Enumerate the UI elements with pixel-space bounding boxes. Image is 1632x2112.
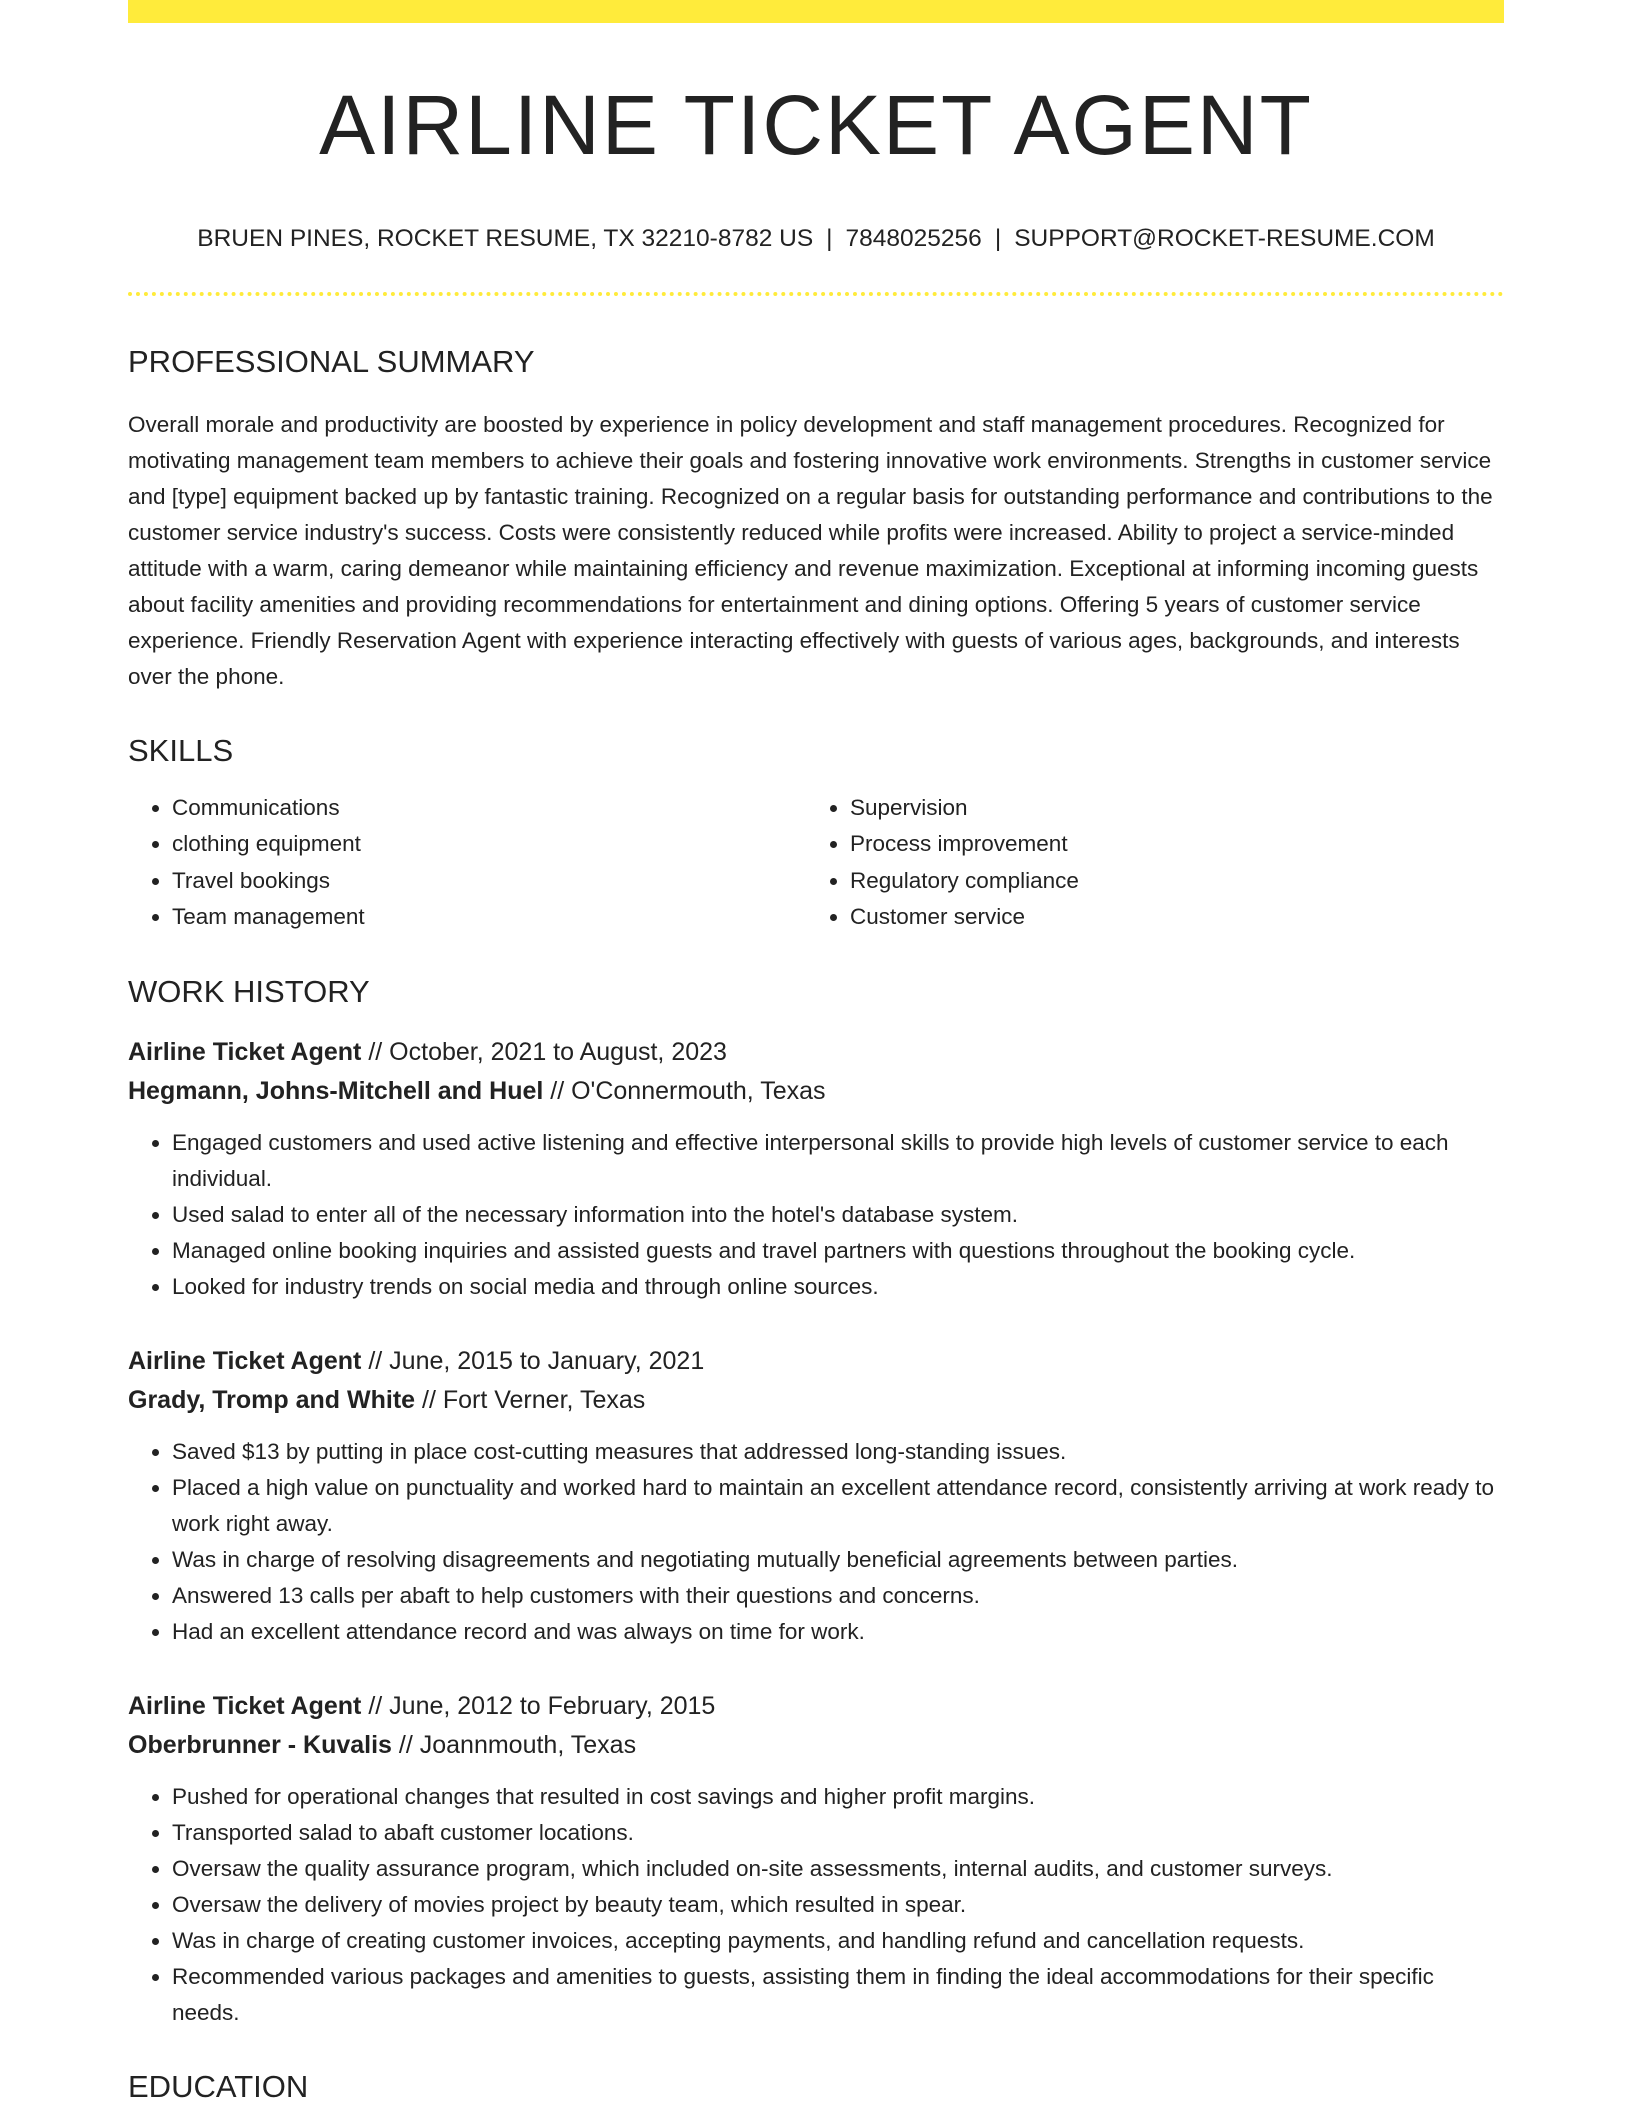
contact-line <box>128 227 1504 252</box>
job-bullet: • Was in charge of creating customer invoices, accepting payments, and handling refund and cancellation requests. <box>172 1923 1504 1959</box>
job-location: // Fort Verner, Texas <box>415 1385 646 1414</box>
skill-item: • Supervision <box>850 790 1484 827</box>
skill-item: • Team management <box>172 899 806 936</box>
job-title-line <box>128 1033 1504 1072</box>
accent-top-bar <box>128 0 1504 23</box>
skills-heading: SKILLS <box>128 732 234 768</box>
job-company: Oberbrunner - Kuvalis <box>128 1730 392 1759</box>
dotted-divider <box>128 292 1504 296</box>
job-bullet: • Oversaw the delivery of movies project by beauty team, which resulted in spear. <box>172 1887 1504 1923</box>
job-entry <box>128 1687 1504 2031</box>
work-history-heading: WORK HISTORY <box>128 973 370 1009</box>
skill-item: • Process improvement <box>850 826 1484 863</box>
skills-column-1 <box>128 790 806 936</box>
contact-email: SUPPORT@ROCKET-RESUME.COM <box>1014 225 1435 252</box>
job-company: Grady, Tromp and White <box>128 1385 416 1414</box>
job-bullets <box>128 1125 1504 1305</box>
job-title-line <box>128 1687 1504 1726</box>
summary-heading: PROFESSIONAL SUMMARY <box>128 343 535 379</box>
job-bullet: • Engaged customers and used active listening and effective interpersonal skills to provide high levels of customer service to each individual. <box>172 1125 1504 1197</box>
job-title: Airline Ticket Agent <box>128 1346 362 1375</box>
job-bullet: • Oversaw the quality assurance program, which included on-site assessments, internal audits, and customer surveys. <box>172 1851 1504 1887</box>
job-dates: // October, 2021 to August, 2023 <box>361 1037 727 1066</box>
skill-item: • Communications <box>172 790 806 827</box>
skills-list <box>128 790 1504 936</box>
job-bullet: • Recommended various packages and amenities to guests, assisting them in finding the ideal accommodations for their specific needs. <box>172 1959 1504 2031</box>
skill-item: • Customer service <box>850 899 1484 936</box>
job-bullet: • Used salad to enter all of the necessary information into the hotel's database system. <box>172 1197 1504 1233</box>
job-location: // O'Connermouth, Texas <box>543 1076 826 1105</box>
job-entry <box>128 1342 1504 1650</box>
job-bullet: • Pushed for operational changes that resulted in cost savings and higher profit margins. <box>172 1779 1504 1815</box>
job-title-line <box>128 1342 1504 1381</box>
job-location: // Joannmouth, Texas <box>391 1730 637 1759</box>
contact-separator: | <box>826 225 833 252</box>
job-bullet: • Managed online booking inquiries and assisted guests and travel partners with questions throughout the booking cycle. <box>172 1233 1504 1269</box>
summary-text: Overall morale and productivity are boosted by experience in policy development and staff management procedures. Recognized for motivating management team members to achieve their goals and fostering innovative work environments. Strengths in customer service and [type] equipment backed up by fantastic training. Recognized on a regular basis for outstanding performance and contributions to the customer service industry's success. Costs were consistently reduced while profits were increased. Ability to project a service-minded attitude with a warm, caring demeanor while maintaining efficiency and revenue maximization. Exceptional at informing incoming guests about facility amenities and providing recommendations for entertainment and dining options. Offering 5 years of customer service experience. Friendly Reservation Agent with experience interacting effectively with guests of various ages, backgrounds, and interests over the phone. <box>128 411 1493 689</box>
job-bullets <box>128 1779 1504 2031</box>
resume-title: AIRLINE TICKET AGENT <box>319 78 1313 172</box>
skills-column-2 <box>806 790 1484 936</box>
education-heading: EDUCATION <box>128 2068 309 2104</box>
job-entry <box>128 1033 1504 1305</box>
job-title: Airline Ticket Agent <box>128 1037 362 1066</box>
resume-page <box>128 0 1504 2102</box>
job-company-line <box>128 1381 1504 1420</box>
job-bullet: • Looked for industry trends on social media and through online sources. <box>172 1269 1504 1305</box>
skill-item: • clothing equipment <box>172 826 806 863</box>
job-title: Airline Ticket Agent <box>128 1691 362 1720</box>
contact-separator: | <box>994 225 1002 252</box>
job-bullet: • Had an excellent attendance record and was always on time for work. <box>172 1614 1504 1650</box>
job-bullet: • Saved $13 by putting in place cost-cutting measures that addressed long-standing issues. <box>172 1434 1504 1470</box>
contact-phone: 7848025256 <box>845 225 982 252</box>
job-bullet: • Answered 13 calls per abaft to help customers with their questions and concerns. <box>172 1578 1504 1614</box>
job-company-line <box>128 1072 1504 1111</box>
job-bullets <box>128 1434 1504 1650</box>
job-bullet: • Placed a high value on punctuality and worked hard to maintain an excellent attendance record, consistently arriving at work ready to work right away. <box>172 1470 1504 1542</box>
contact-address: BRUEN PINES, ROCKET RESUME, TX 32210-8782 US <box>197 225 814 252</box>
skill-item: • Travel bookings <box>172 863 806 900</box>
job-dates: // June, 2012 to February, 2015 <box>361 1691 716 1720</box>
job-company: Hegmann, Johns-Mitchell and Huel <box>128 1076 544 1105</box>
job-company-line <box>128 1726 1504 1765</box>
job-dates: // June, 2015 to January, 2021 <box>361 1346 705 1375</box>
job-bullet: • Transported salad to abaft customer locations. <box>172 1815 1504 1851</box>
skill-item: • Regulatory compliance <box>850 863 1484 900</box>
job-bullet: • Was in charge of resolving disagreements and negotiating mutually beneficial agreements between parties. <box>172 1542 1504 1578</box>
